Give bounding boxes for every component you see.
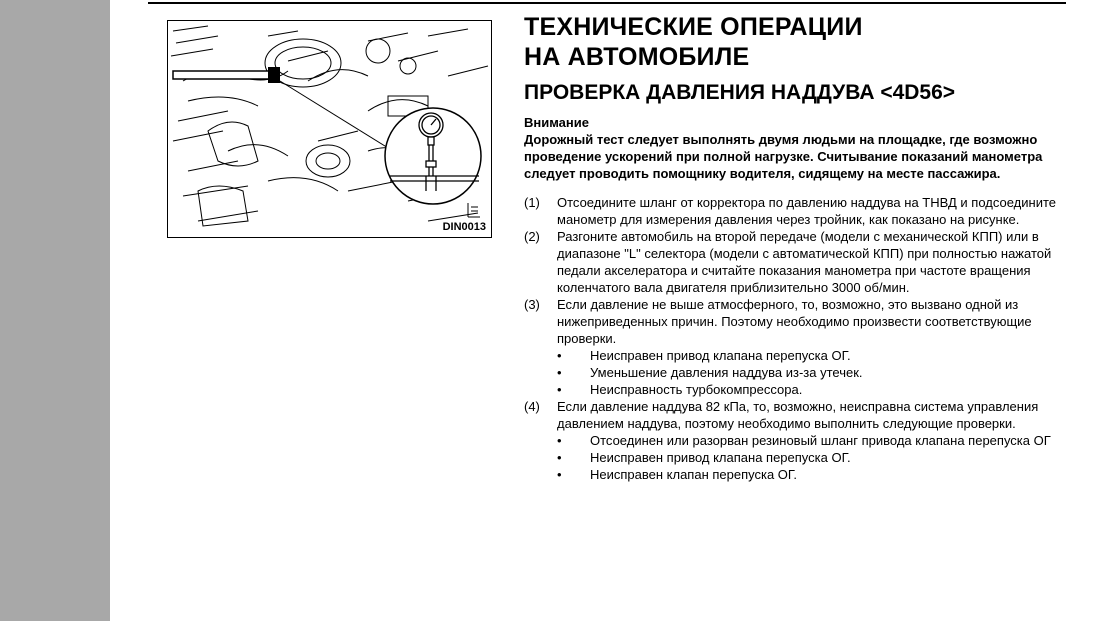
warning-text: Дорожный тест следует выполнять двумя людьми на площадке, где возможно проведение ускорений при полной нагрузке. Считывание показаний манометра следует проводить помощнику водителя, сидящему на месте пассажира. xyxy=(524,132,1043,181)
section-title: ПРОВЕРКА ДАВЛЕНИЯ НАДДУВА <4D56> xyxy=(524,81,956,104)
bullet-text: Неисправен клапан перепуска ОГ. xyxy=(590,467,797,482)
bullet-icon: • xyxy=(557,450,562,465)
page-title-line1: ТЕХНИЧЕСКИЕ ОПЕРАЦИИ xyxy=(524,13,863,41)
bullet-icon: • xyxy=(557,467,562,482)
figure-label: DIN0013 xyxy=(442,221,486,233)
bullet-item xyxy=(524,466,1064,483)
step-text: Если давление наддува 82 кПа, то, возможно, неисправна система управления давлением наддува, поэтому необходимо выполнить следующие проверки. xyxy=(557,399,1039,431)
warning-heading: Внимание xyxy=(524,115,589,130)
step-number: (3) xyxy=(524,297,540,312)
step-number: (4) xyxy=(524,399,540,414)
bullet-text: Неисправен привод клапана перепуска ОГ. xyxy=(590,450,851,465)
step-2 xyxy=(524,228,1064,296)
step-text: Разгоните автомобиль на второй передаче (модели с механической КПП) или в диапазоне "L" селектора (модели с автоматической КПП) при полностью нажатой педали акселератора и считайте показания манометра при частоте вращения коленчатого вала двигателя приблизительно 3000 об/мин. xyxy=(557,229,1052,295)
page-title xyxy=(524,12,1064,72)
engine-figure xyxy=(167,20,492,238)
bullet-item xyxy=(524,449,1064,466)
top-rule xyxy=(148,2,1066,4)
bullet-text: Неисправен привод клапана перепуска ОГ. xyxy=(590,348,851,363)
bullet-text: Отсоединен или разорван резиновый шланг привода клапана перепуска ОГ xyxy=(590,433,1051,448)
step-3 xyxy=(524,296,1064,347)
step-text: Если давление не выше атмосферного, то, возможно, это вызвано одной из нижеприведенных причин. Поэтому необходимо произвести соответствующие проверки. xyxy=(557,297,1032,346)
text-column xyxy=(524,12,1064,483)
bullet-icon: • xyxy=(557,348,562,363)
bullet-icon: • xyxy=(557,382,562,397)
steps-list xyxy=(524,194,1064,483)
bullet-icon: • xyxy=(557,365,562,380)
bullet-text: Неисправность турбокомпрессора. xyxy=(590,382,803,397)
engine-gauge-illustration xyxy=(168,21,491,237)
document-page xyxy=(110,0,1100,621)
bullet-item xyxy=(524,381,1064,398)
step-number: (1) xyxy=(524,195,540,210)
bullet-text: Уменьшение давления наддува из-за утечек. xyxy=(590,365,863,380)
step-1 xyxy=(524,194,1064,228)
bullet-item xyxy=(524,432,1064,449)
step-text: Отсоедините шланг от корректора по давлению наддува на ТНВД и подсоедините манометр для измерения давления через тройник, как показано на рисунке. xyxy=(557,195,1057,227)
bullet-item xyxy=(524,347,1064,364)
step-number: (2) xyxy=(524,229,540,244)
bullet-item xyxy=(524,364,1064,381)
step-4 xyxy=(524,398,1064,432)
bullet-icon: • xyxy=(557,433,562,448)
page-title-line2: НА АВТОМОБИЛЕ xyxy=(524,43,750,71)
